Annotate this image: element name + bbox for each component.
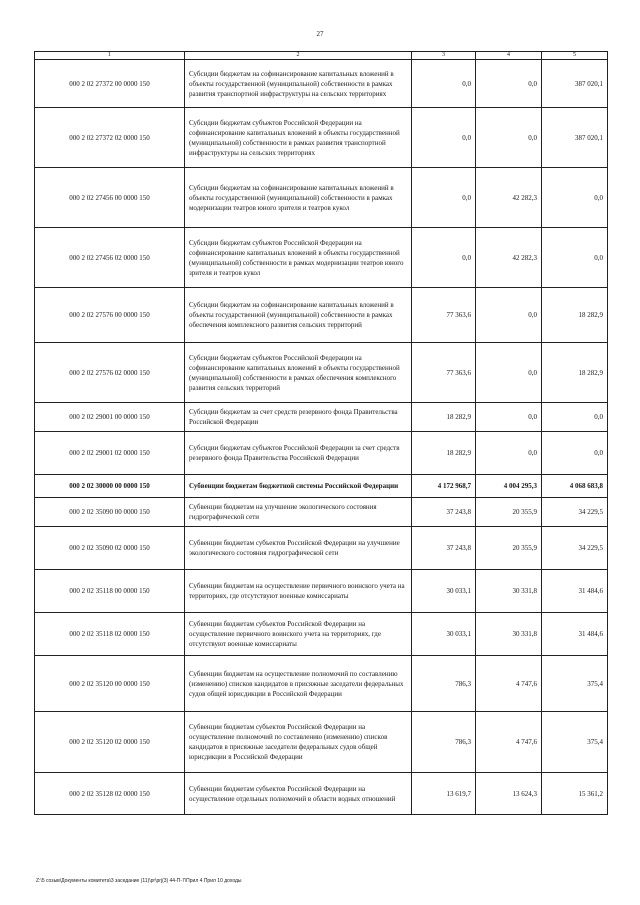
amount-col4-cell: 4 004 295,3 <box>476 475 542 498</box>
amount-col5-cell: 15 361,2 <box>542 773 608 815</box>
amount-col4-cell: 4 747,6 <box>476 656 542 712</box>
description-cell: Субвенции бюджетам субъектов Российской Федерации на улучшение экологического состояния гидрографической сети <box>185 527 412 570</box>
table-row <box>35 228 608 288</box>
table-row <box>35 712 608 773</box>
description-cell: Субвенции бюджетам на осуществление первичного воинского учета на территориях, где отсутствуют военные комиссариаты <box>185 570 412 613</box>
amount-col3-cell: 0,0 <box>412 60 476 108</box>
description-cell: Субсидии бюджетам на софинансирование капитальных вложений в объекты государственной (муниципальной) собственности в рамках обеспечения комплексного развития сельских территорий <box>185 288 412 343</box>
amount-col3-cell: 786,3 <box>412 656 476 712</box>
table-row <box>35 613 608 656</box>
amount-col3-cell: 0,0 <box>412 108 476 168</box>
amount-col3-cell: 18 282,9 <box>412 432 476 475</box>
table-row <box>35 288 608 343</box>
table-row <box>35 108 608 168</box>
col-header-3: 3 <box>412 52 476 60</box>
file-path-footer: Z:\5 созыв\Документы комитета\3 заседание (11)\pr\prj(3) 44-П-7\Прил 4 Прил 10 доходы <box>36 878 242 884</box>
amount-col4-cell: 30 331,8 <box>476 613 542 656</box>
amount-col3-cell: 77 363,6 <box>412 288 476 343</box>
amount-col3-cell: 786,3 <box>412 712 476 773</box>
amount-col4-cell: 20 355,9 <box>476 527 542 570</box>
description-cell: Субсидии бюджетам за счет средств резервного фонда Правительства Российской Федерации <box>185 403 412 432</box>
amount-col4-cell: 20 355,9 <box>476 498 542 527</box>
description-cell: Субвенции бюджетам бюджетной системы Российской Федерации <box>185 475 412 498</box>
amount-col4-cell: 0,0 <box>476 60 542 108</box>
amount-col5-cell: 0,0 <box>542 403 608 432</box>
amount-col3-cell: 18 282,9 <box>412 403 476 432</box>
amount-col5-cell: 4 068 683,8 <box>542 475 608 498</box>
description-cell: Субвенции бюджетам на осуществление полномочий по составлению (изменению) списков кандидатов в присяжные заседатели федеральных судов общей юрисдикции в Российской Федерации <box>185 656 412 712</box>
amount-col3-cell: 30 033,1 <box>412 570 476 613</box>
amount-col4-cell: 30 331,8 <box>476 570 542 613</box>
budget-code-cell: 000 2 02 29001 02 0000 150 <box>35 432 185 475</box>
amount-col5-cell: 34 229,5 <box>542 498 608 527</box>
budget-code-cell: 000 2 02 27576 02 0000 150 <box>35 343 185 403</box>
amount-col4-cell: 42 282,3 <box>476 228 542 288</box>
page-number: 27 <box>316 30 324 38</box>
table-row <box>35 475 608 498</box>
budget-code-cell: 000 2 02 29001 00 0000 150 <box>35 403 185 432</box>
amount-col5-cell: 387 020,1 <box>542 60 608 108</box>
table-row <box>35 527 608 570</box>
amount-col5-cell: 375,4 <box>542 712 608 773</box>
amount-col5-cell: 0,0 <box>542 168 608 228</box>
table-row <box>35 60 608 108</box>
amount-col4-cell: 13 624,3 <box>476 773 542 815</box>
amount-col5-cell: 0,0 <box>542 432 608 475</box>
table-row <box>35 570 608 613</box>
amount-col3-cell: 37 243,8 <box>412 498 476 527</box>
amount-col5-cell: 0,0 <box>542 228 608 288</box>
amount-col4-cell: 42 282,3 <box>476 168 542 228</box>
description-cell: Субвенции бюджетам на улучшение экологического состояния гидрографической сети <box>185 498 412 527</box>
budget-code-cell: 000 2 02 30000 00 0000 150 <box>35 475 185 498</box>
description-cell: Субсидии бюджетам субъектов Российской Федерации за счет средств резервного фонда Правительства Российской Федерации <box>185 432 412 475</box>
budget-code-cell: 000 2 02 35118 00 0000 150 <box>35 570 185 613</box>
amount-col3-cell: 0,0 <box>412 168 476 228</box>
budget-code-cell: 000 2 02 35120 02 0000 150 <box>35 712 185 773</box>
amount-col4-cell: 0,0 <box>476 432 542 475</box>
col-header-4: 4 <box>476 52 542 60</box>
amount-col4-cell: 0,0 <box>476 403 542 432</box>
budget-code-cell: 000 2 02 35128 02 0000 150 <box>35 773 185 815</box>
budget-code-cell: 000 2 02 27576 00 0000 150 <box>35 288 185 343</box>
amount-col5-cell: 34 229,5 <box>542 527 608 570</box>
table-row <box>35 168 608 228</box>
amount-col5-cell: 18 282,9 <box>542 343 608 403</box>
amount-col5-cell: 31 484,6 <box>542 570 608 613</box>
description-cell: Субсидии бюджетам на софинансирование капитальных вложений в объекты государственной (муниципальной) собственности в рамках модернизации театров юного зрителя и театров кукол <box>185 168 412 228</box>
budget-code-cell: 000 2 02 35118 02 0000 150 <box>35 613 185 656</box>
amount-col5-cell: 31 484,6 <box>542 613 608 656</box>
table-row <box>35 498 608 527</box>
budget-table <box>34 51 608 815</box>
header-row <box>35 52 608 60</box>
description-cell: Субсидии бюджетам субъектов Российской Федерации на софинансирование капитальных вложений в объекты государственной (муниципальной) собственности в рамках развития транспортной инфраструктуры на сельских территориях <box>185 108 412 168</box>
table-row <box>35 432 608 475</box>
description-cell: Субвенции бюджетам субъектов Российской Федерации на осуществление полномочий по составлению (изменению) списков кандидатов в присяжные заседатели федеральных судов общей юрисдикции в Российской Федерации <box>185 712 412 773</box>
table-row <box>35 656 608 712</box>
col-header-2: 2 <box>185 52 412 60</box>
amount-col4-cell: 0,0 <box>476 288 542 343</box>
amount-col3-cell: 37 243,8 <box>412 527 476 570</box>
amount-col5-cell: 375,4 <box>542 656 608 712</box>
budget-code-cell: 000 2 02 27372 00 0000 150 <box>35 60 185 108</box>
budget-code-cell: 000 2 02 35120 00 0000 150 <box>35 656 185 712</box>
budget-code-cell: 000 2 02 27372 02 0000 150 <box>35 108 185 168</box>
table-row <box>35 343 608 403</box>
description-cell: Субвенции бюджетам субъектов Российской Федерации на осуществление отдельных полномочий в области водных отношений <box>185 773 412 815</box>
budget-code-cell: 000 2 02 27456 02 0000 150 <box>35 228 185 288</box>
description-cell: Субсидии бюджетам субъектов Российской Федерации на софинансирование капитальных вложений в объекты государственной (муниципальной) собственности в рамках обеспечения комплексного развития сельских территорий <box>185 343 412 403</box>
amount-col3-cell: 4 172 968,7 <box>412 475 476 498</box>
budget-code-cell: 000 2 02 35090 00 0000 150 <box>35 498 185 527</box>
budget-code-cell: 000 2 02 35090 02 0000 150 <box>35 527 185 570</box>
amount-col3-cell: 13 619,7 <box>412 773 476 815</box>
table-row <box>35 403 608 432</box>
description-cell: Субсидии бюджетам субъектов Российской Федерации на софинансирование капитальных вложений в объекты государственной (муниципальной) собственности в рамках модернизации театров юного зрителя и театров кукол <box>185 228 412 288</box>
amount-col4-cell: 0,0 <box>476 343 542 403</box>
description-cell: Субсидии бюджетам на софинансирование капитальных вложений в объекты государственной (муниципальной) собственности в рамках развития транспортной инфраструктуры на сельских территориях <box>185 60 412 108</box>
amount-col3-cell: 30 033,1 <box>412 613 476 656</box>
col-header-5: 5 <box>542 52 608 60</box>
amount-col5-cell: 18 282,9 <box>542 288 608 343</box>
col-header-1: 1 <box>35 52 185 60</box>
amount-col5-cell: 387 020,1 <box>542 108 608 168</box>
amount-col3-cell: 77 363,6 <box>412 343 476 403</box>
amount-col4-cell: 0,0 <box>476 108 542 168</box>
table-row <box>35 773 608 815</box>
amount-col4-cell: 4 747,6 <box>476 712 542 773</box>
budget-code-cell: 000 2 02 27456 00 0000 150 <box>35 168 185 228</box>
description-cell: Субвенции бюджетам субъектов Российской Федерации на осуществление первичного воинского учета на территориях, где отсутствуют военные комиссариаты <box>185 613 412 656</box>
amount-col3-cell: 0,0 <box>412 228 476 288</box>
